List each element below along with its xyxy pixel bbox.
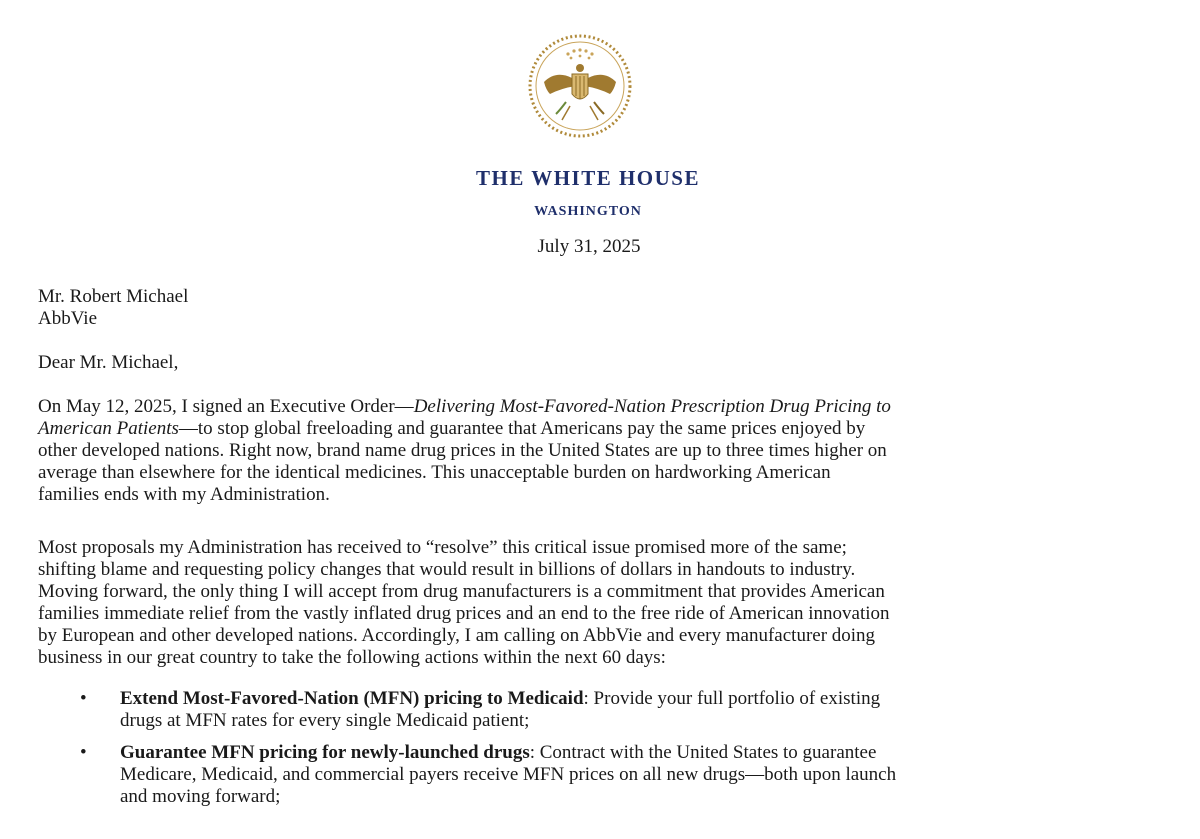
- paragraph-2-line: shifting blame and requesting policy changes that would result in billions of dollars in handouts to industry.: [38, 559, 856, 580]
- executive-order-title-cont: American Patients: [38, 418, 179, 439]
- letterhead-title: THE WHITE HOUSE: [475, 166, 700, 190]
- list-item-line: Medicare, Medicaid, and commercial payers receive MFN prices on all new drugs—both upon launch: [120, 764, 897, 785]
- action-list: [0, 688, 1200, 818]
- recipient-name: Mr. Robert Michael: [38, 286, 189, 307]
- list-item-body: [120, 742, 1180, 808]
- text-span: : Provide your full portfolio of existing: [583, 688, 881, 709]
- paragraph-1-line: average than elsewhere for the identical medicines. This unacceptable burden on hardworking American: [38, 462, 831, 483]
- list-item-line: and moving forward;: [120, 786, 281, 807]
- paragraph-1: [38, 396, 1168, 506]
- paragraph-1-line: families ends with my Administration.: [38, 484, 330, 505]
- paragraph-2-line: Moving forward, the only thing I will accept from drug manufacturers is a commitment that provides American: [38, 581, 885, 602]
- list-item-heading: Extend Most-Favored-Nation (MFN) pricing to Medicaid: [120, 688, 584, 709]
- list-item-line: [120, 688, 1180, 710]
- recipient-block: [38, 286, 1168, 330]
- bullet-icon: •: [80, 742, 87, 763]
- paragraph-1-line: [38, 418, 1168, 440]
- executive-order-title: Delivering Most-Favored-Nation Prescription Drug Pricing to: [413, 396, 891, 417]
- paragraph-2-line: business in our great country to take the following actions within the next 60 days:: [38, 647, 666, 668]
- presidential-seal-icon: [526, 32, 634, 140]
- salutation: Dear Mr. Michael,: [38, 352, 179, 373]
- list-item-line: drugs at MFN rates for every single Medicaid patient;: [120, 710, 530, 731]
- list-item: [0, 688, 1200, 732]
- list-item-body: [120, 688, 1180, 732]
- paragraph-1-line: [38, 396, 1168, 418]
- list-item-line: [120, 742, 1180, 764]
- paragraph-2-line: families immediate relief from the vastly inflated drug prices and an end to the free ride of American innovation: [38, 603, 890, 624]
- recipient-company: AbbVie: [38, 308, 98, 329]
- text-span: —to stop global freeloading and guarantee that Americans pay the same prices enjoyed by: [178, 418, 866, 439]
- bullet-icon: •: [80, 688, 87, 709]
- list-item-heading: Guarantee MFN pricing for newly-launched drugs: [120, 742, 530, 763]
- paragraph-2: [38, 537, 1168, 669]
- list-item: [0, 742, 1200, 808]
- paragraph-2-line: Most proposals my Administration has received to “resolve” this critical issue promised more of the same;: [38, 537, 847, 558]
- text-span: : Contract with the United States to guarantee: [529, 742, 877, 763]
- paragraph-2-line: by European and other developed nations. Accordingly, I am calling on AbbVie and every manufacturer doing: [38, 625, 876, 646]
- paragraph-1-line: other developed nations. Right now, brand name drug prices in the United States are up to three times higher on: [38, 440, 887, 461]
- letter-date: July 31, 2025: [537, 236, 641, 257]
- letterhead-subtitle: WASHINGTON: [534, 204, 642, 219]
- text-span: On May 12, 2025, I signed an Executive Order—: [38, 396, 414, 417]
